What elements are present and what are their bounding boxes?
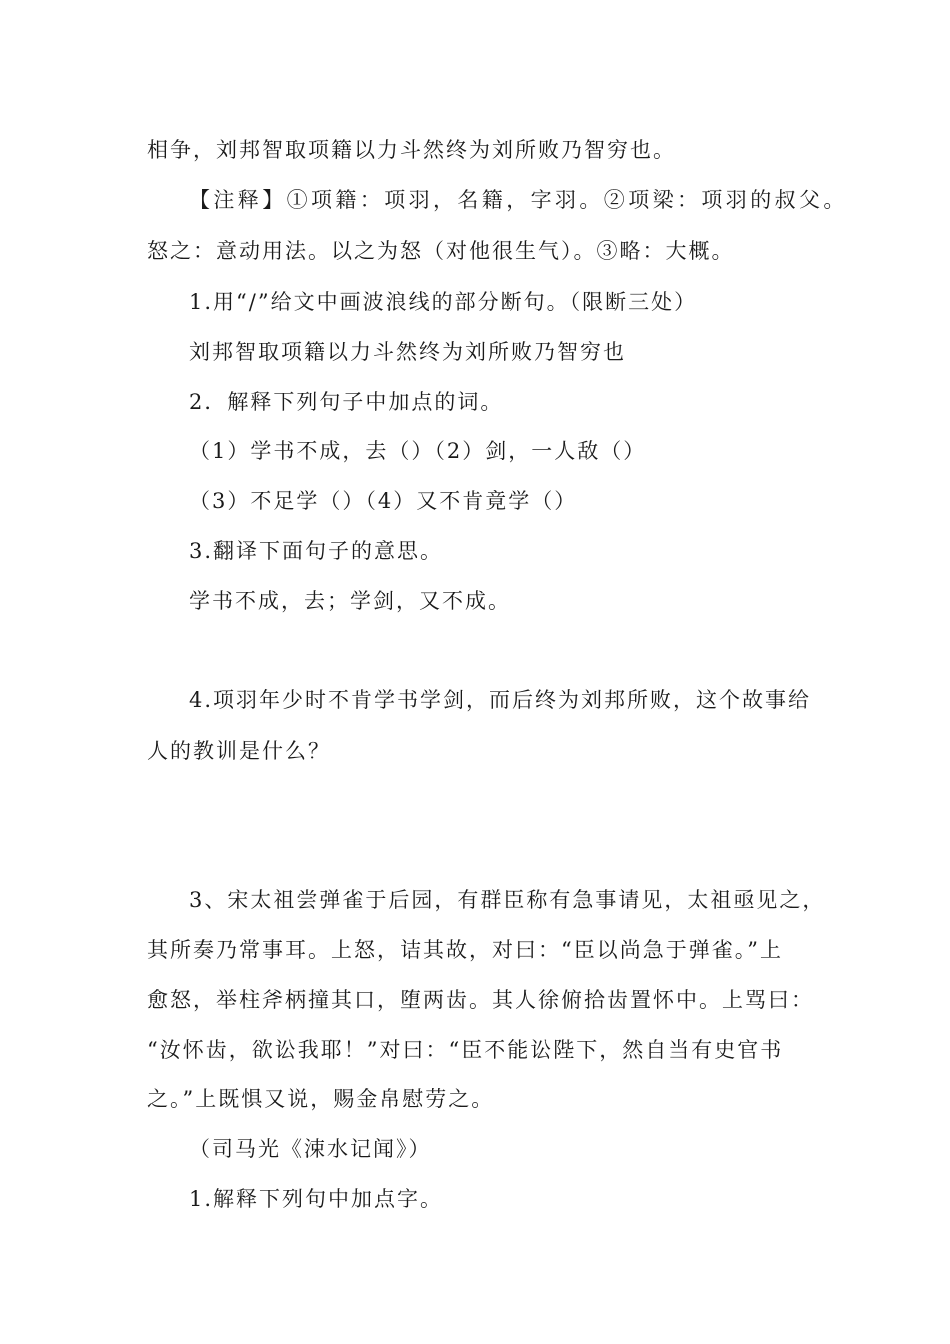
passage-3-line: 愈怒，举柱斧柄撞其口，堕两齿。其人徐俯拾齿置怀中。上骂曰： (147, 988, 814, 1012)
passage-line: 相争，刘邦智取项籍以力斗然终为刘所败乃智穷也。 (147, 138, 676, 162)
question-3-sentence: 学书不成，去；学剑，又不成。 (189, 589, 511, 613)
question-2: 2．解释下列句子中加点的词。 (189, 390, 504, 414)
question-2-items: （1）学书不成，去（）（2）剑，一人敌（） (189, 439, 647, 463)
source-citation: （司马光《涑水记闻》） (189, 1137, 432, 1161)
question-1-sentence: 刘邦智取项籍以力斗然终为刘所败乃智穷也 (189, 340, 626, 364)
question-4-continued: 人的教训是什么？ (147, 739, 331, 763)
passage-3-question-1: 1.解释下列句中加点字。 (189, 1187, 444, 1211)
annotation-line: 怒之：意动用法。以之为怒（对他很生气）。③略：大概。 (147, 239, 735, 263)
passage-3-line: “汝怀齿，欲讼我耶！”对曰：“臣不能讼陛下，然自当有史官书 (147, 1038, 784, 1062)
passage-3-line: 3、宋太祖尝弹雀于后园，有群臣称有急事请见，太祖亟见之， (189, 888, 826, 912)
passage-3-line: 其所奏乃常事耳。上怒，诘其故，对曰：“臣以尚急于弹雀。”上 (147, 938, 783, 962)
annotation-line: 【注释】①项籍：项羽，名籍，字羽。②项梁：项羽的叔父。 (189, 188, 848, 212)
passage-3-line: 之。”上既惧又说，赐金帛慰劳之。 (147, 1087, 495, 1111)
question-4: 4.项羽年少时不肯学书学剑，而后终为刘邦所败，这个故事给 (189, 688, 812, 712)
question-1: 1.用“/”给文中画波浪线的部分断句。（限断三处） (189, 290, 698, 314)
question-3: 3.翻译下面句子的意思。 (189, 539, 444, 563)
question-2-items: （3）不足学（）（4）又不肯竟学（） (189, 489, 578, 513)
